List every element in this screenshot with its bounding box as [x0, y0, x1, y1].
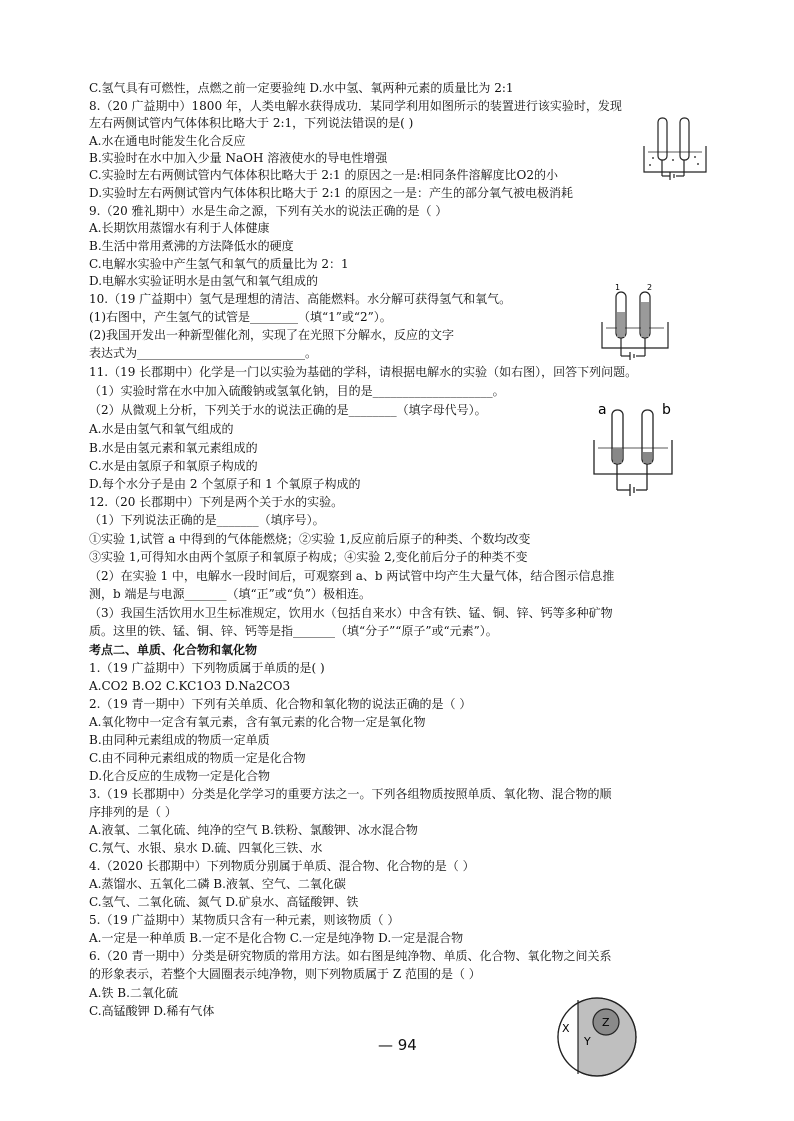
option-line: C.高锰酸钾 D.稀有气体 — [89, 1004, 215, 1018]
text-line: (1)右图中，产生氢气的试管是________（填“1”或“2”）。 — [89, 310, 392, 324]
question-6-stem: 6.（20 青一期中）分类是研究物质的常用方法。如右图是纯净物、单质、化合物、氧化物之间关系 — [89, 949, 612, 963]
option-line: A.蒸馏水、五氧化二磷 B.液氧、空气、二氧化碳 — [89, 877, 346, 891]
text-line: ①实验 1,试管 a 中得到的气体能燃烧；②实验 1,反应前后原子的种类、个数均改变 — [89, 532, 531, 546]
tube-label-a: a — [598, 402, 607, 418]
option-line: A.CO2 B.O2 C.KC1O3 D.Na2CO3 — [89, 679, 291, 693]
classification-venn-diagram — [556, 996, 638, 1078]
question-9-stem: 9.（20 雅礼期中）水是生命之源，下列有关水的说法正确的是（ ） — [89, 204, 448, 218]
option-line: C.电解水实验中产生氢气和氧气的质量比为 2：1 — [89, 257, 349, 271]
text-line: 表达式为____________________________。 — [89, 346, 318, 360]
text-line: （1）下列说法正确的是_______（填序号）。 — [89, 513, 325, 527]
text-line: 左右两侧试管内气体体积比略大于 2:1，下列说法错误的是( ) — [89, 116, 414, 130]
section-heading: 考点二、单质、化合物和氧化物 — [89, 643, 258, 657]
text-line: （1）实验时常在水中加入硫酸钠或氢氧化钠，目的是____________________。 — [89, 384, 505, 398]
venn-label-y: Y — [584, 1035, 591, 1048]
question-2-stem: 2.（19 青一期中）下列有关单质、化合物和氧化物的说法正确的是（ ） — [89, 697, 472, 711]
question-11-stem: 11.（19 长郡期中）化学是一门以实验为基础的学科，请根据电解水的实验（如右图），回答下列问题。 — [89, 365, 638, 379]
option-line: A.液氧、二氧化硫、纯净的空气 B.铁粉、氯酸钾、冰水混合物 — [89, 823, 418, 837]
text-line: C.氢气具有可燃性，点燃之前一定要验纯 D.水中氢、氧两种元素的质量比为 2:1 — [89, 81, 514, 95]
option-line: A.水在通电时能发生化合反应 — [89, 134, 246, 148]
text-line: （3）我国生活饮用水卫生标准规定，饮用水（包括自来水）中含有铁、锰、铜、锌、钙等多种矿物 — [89, 606, 613, 620]
option-line: C.由不同种元素组成的物质一定是化合物 — [89, 751, 306, 765]
text-line: (2)我国开发出一种新型催化剂，实现了在光照下分解水，反应的文字 — [89, 328, 455, 342]
tube-label-2: 2 — [647, 283, 653, 292]
text-line: （2）从微观上分析，下列关于水的说法正确的是________（填字母代号）。 — [89, 403, 487, 417]
option-line: B.生活中常用煮沸的方法降低水的硬度 — [89, 239, 294, 253]
question-8-stem: 8.（20 广益期中）1800 年，人类电解水获得成功．某同学利用如图所示的装置进行该实验时，发现 — [89, 99, 622, 113]
page-number: — 94 — [378, 1036, 417, 1054]
tube-label-1: 1 — [615, 283, 621, 292]
tube-label-b: b — [662, 402, 671, 418]
option-line: A.长期饮用蒸馏水有利于人体健康 — [89, 221, 270, 235]
question-10-stem: 10.（19 广益期中）氢气是理想的清洁、高能燃料。水分解可获得氢气和氧气。 — [89, 292, 512, 306]
electrolysis-apparatus-figure-q8 — [640, 110, 710, 182]
option-line: B.实验时在水中加入少量 NaOH 溶液使水的导电性增强 — [89, 151, 388, 165]
option-line: C.水是由氢原子和氧原子构成的 — [89, 459, 258, 473]
text-line: 的形象表示，若整个大圆圈表示纯净物，则下列物质属于 Z 范围的是（ ） — [89, 967, 481, 981]
option-line: D.实验时左右两侧试管内气体体积比略大于 2:1 的原因之一是：产生的部分氧气被电极消耗 — [89, 186, 573, 200]
text-line: ③实验 1,可得知水由两个氢原子和氧原子构成；④实验 2,变化前后分子的种类不变 — [89, 550, 528, 564]
option-line: B.水是由氢元素和氧元素组成的 — [89, 441, 258, 455]
electrolysis-apparatus-figure-q10 — [596, 282, 674, 362]
text-line: 序排列的是（ ） — [89, 805, 177, 819]
option-line: C.氖气、水银、泉水 D.硫、四氧化三铁、水 — [89, 841, 323, 855]
question-1-stem: 1.（19 广益期中）下列物质属于单质的是( ) — [89, 661, 325, 675]
question-12-stem: 12.（20 长郡期中）下列是两个关于水的实验。 — [89, 495, 344, 509]
question-5-stem: 5.（19 广益期中）某物质只含有一种元素，则该物质（ ） — [89, 913, 400, 927]
option-line: A.水是由氢气和氧气组成的 — [89, 422, 234, 436]
text-line: 测，b 端是与电源_______（填“正”或“负”）极相连。 — [89, 587, 372, 601]
text-line: （2）在实验 1 中，电解水一段时间后，可观察到 a、b 两试管中均产生大量气体，结合图示信息推 — [89, 569, 615, 583]
electrolysis-apparatus-figure-q11 — [586, 396, 680, 496]
option-line: C.实验时左右两侧试管内气体体积比略大于 2:1 的原因之一是:相同条件溶解度比O2的小 — [89, 168, 559, 182]
option-line: A.氧化物中一定含有氧元素，含有氧元素的化合物一定是氧化物 — [89, 715, 426, 729]
text-line: 质。这里的铁、锰、铜、锌、钙等是指_______（填“分子”“原子”或“元素”）。 — [89, 624, 498, 638]
option-line: A.一定是一种单质 B.一定不是化合物 C.一定是纯净物 D.一定是混合物 — [89, 931, 464, 945]
option-line: B.由同种元素组成的物质一定单质 — [89, 733, 270, 747]
option-line: C.氢气、二氧化硫、氮气 D.矿泉水、高锰酸钾、铁 — [89, 895, 359, 909]
option-line: D.每个水分子是由 2 个氢原子和 1 个氧原子构成的 — [89, 477, 361, 491]
option-line: D.电解水实验证明水是由氢气和氧气组成的 — [89, 274, 319, 288]
question-4-stem: 4.（2020 长郡期中）下列物质分别属于单质、混合物、化合物的是（ ） — [89, 859, 475, 873]
venn-label-x: X — [562, 1022, 570, 1035]
option-line: A.铁 B.二氧化硫 — [89, 986, 178, 1000]
venn-label-z: Z — [602, 1016, 610, 1029]
question-3-stem: 3.（19 长郡期中）分类是化学学习的重要方法之一。下列各组物质按照单质、氧化物、混合物的顺 — [89, 787, 612, 801]
option-line: D.化合反应的生成物一定是化合物 — [89, 769, 271, 783]
